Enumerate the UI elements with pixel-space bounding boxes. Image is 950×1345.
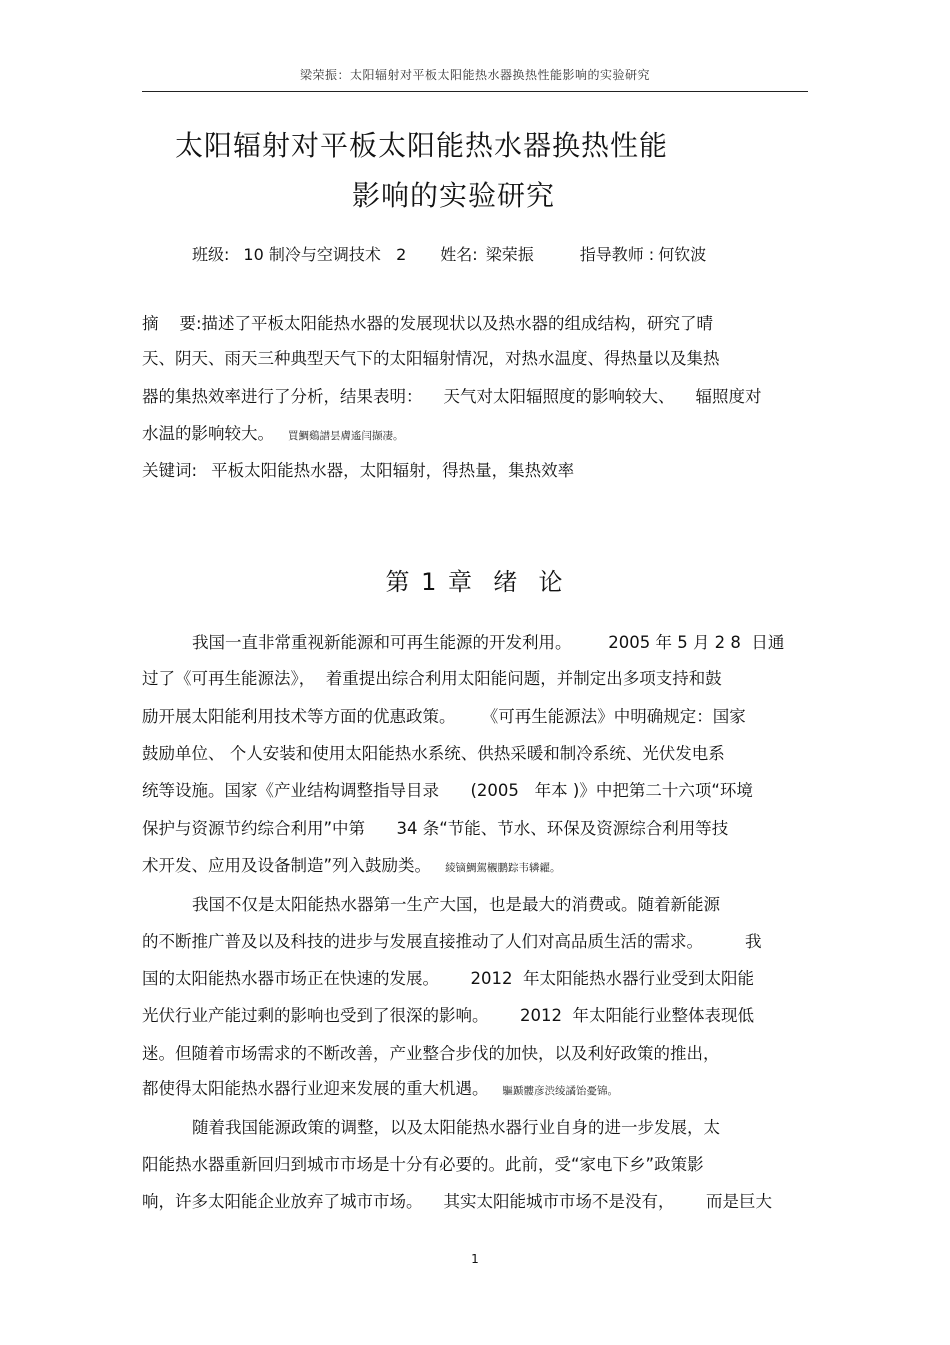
para2-line-4: 光伏行业产能过剩的影响也受到了很深的影响。 2012 年太阳能行业整体表现低 bbox=[142, 1006, 754, 1025]
garbled-text: 綾镝鯛駕櫬鹏踪韦辚糴。 bbox=[445, 862, 561, 874]
para1-line-2: 过了《可再生能源法》， 着重提出综合利用太阳能问题，并制定出多项支持和鼓 bbox=[142, 669, 722, 688]
abstract-text: 描述了平板太阳能热水器的发展现状以及热水器的组成结构，研究了晴 bbox=[201, 314, 714, 333]
para1-line-3: 励开展太阳能利用技术等方面的优惠政策。 《可再生能源法》中明确规定：国家 bbox=[142, 707, 746, 726]
name-label: 姓名: bbox=[440, 245, 478, 264]
advisor-label: 指导教师 : bbox=[579, 245, 655, 264]
garbled-text: 買鯛鷄譜昙膚遙闫撷凄。 bbox=[288, 430, 404, 442]
title-line-2: 影响的实验研究 bbox=[352, 179, 556, 212]
para2-line-3: 国的太阳能热水器市场正在快速的发展。 2012 年太阳能热水器行业受到太阳能 bbox=[142, 969, 754, 988]
para2-line-2: 的不断推广普及以及科技的进步与发展直接推动了人们对高品质生活的需求。 我 bbox=[142, 932, 762, 951]
keywords-label: 关键词: bbox=[142, 461, 198, 480]
class-value: 10 制冷与空调技术 2 bbox=[243, 245, 407, 264]
para1-line-4: 鼓励单位、 个人安装和使用太阳能热水系统、供热采暖和制冷系统、光伏发电系 bbox=[142, 744, 725, 763]
abstract-line-4 bbox=[142, 423, 404, 447]
para2-line-1: 我国不仅是太阳能热水器第一生产大国，也是最大的消费或。随着新能源 bbox=[192, 895, 720, 914]
para2-line-5: 迷。但随着市场需求的不断改善，产业整合步伐的加快，以及利好政策的推出， bbox=[142, 1044, 720, 1063]
paragraph-text: 术开发、应用及设备制造”列入鼓励类。 bbox=[142, 856, 432, 875]
abstract-line-1 bbox=[142, 313, 713, 335]
para3-line-3: 响，许多太阳能企业放弃了城市市场。 其实太阳能城市市场不是没有， 而是巨大 bbox=[142, 1192, 772, 1211]
keywords-line bbox=[142, 460, 574, 482]
title-line-1: 太阳辐射对平板太阳能热水器换热性能 bbox=[175, 129, 669, 162]
running-header: 梁荣振：太阳辐射对平板太阳能热水器换热性能影响的实验研究 bbox=[299, 68, 650, 82]
para2-line-6 bbox=[142, 1078, 618, 1102]
chapter-title: 第 1 章 绪 论 bbox=[385, 568, 565, 596]
abstract-line-3: 器的集热效率进行了分析，结果表明： 天气对太阳辐照度的影响较大、 辐照度对 bbox=[142, 387, 762, 406]
name-value: 梁荣振 bbox=[485, 245, 534, 264]
abstract-label: 摘 要: bbox=[142, 314, 202, 333]
advisor-value: 何钦波 bbox=[658, 245, 707, 264]
para1-line-6: 保护与资源节约综合利用”中第 34 条“节能、节水、环保及资源综合利用等技 bbox=[142, 819, 729, 838]
keywords-value: 平板太阳能热水器，太阳辐射，得热量，集热效率 bbox=[211, 461, 575, 480]
para3-line-1: 随着我国能源政策的调整，以及太阳能热水器行业自身的进一步发展，太 bbox=[192, 1118, 720, 1137]
author-info bbox=[192, 242, 706, 265]
paragraph-text: 都使得太阳能热水器行业迎来发展的重大机遇。 bbox=[142, 1079, 489, 1098]
header-rule bbox=[142, 91, 808, 92]
garbled-text: 驅踬髏彦渋绫譎饴憂锦。 bbox=[502, 1085, 618, 1097]
class-label: 班级: bbox=[192, 245, 230, 264]
para1-line-7 bbox=[142, 855, 561, 879]
para3-line-2: 阳能热水器重新回归到城市市场是十分有必要的。此前，受“家电下乡”政策影 bbox=[142, 1155, 704, 1174]
para1-line-5: 统等设施。国家《产业结构调整指导目录 (2005 年本 )》中把第二十六项“环境 bbox=[142, 781, 753, 800]
abstract-text: 水温的影响较大。 bbox=[142, 424, 274, 443]
para1-line-1: 我国一直非常重视新能源和可再生能源的开发利用。 2005 年 5 月 2 8 日通 bbox=[192, 633, 785, 652]
abstract-line-2: 天、阴天、雨天三种典型天气下的太阳辐射情况，对热水温度、得热量以及集热 bbox=[142, 349, 720, 368]
page-number: 1 bbox=[471, 1252, 479, 1266]
